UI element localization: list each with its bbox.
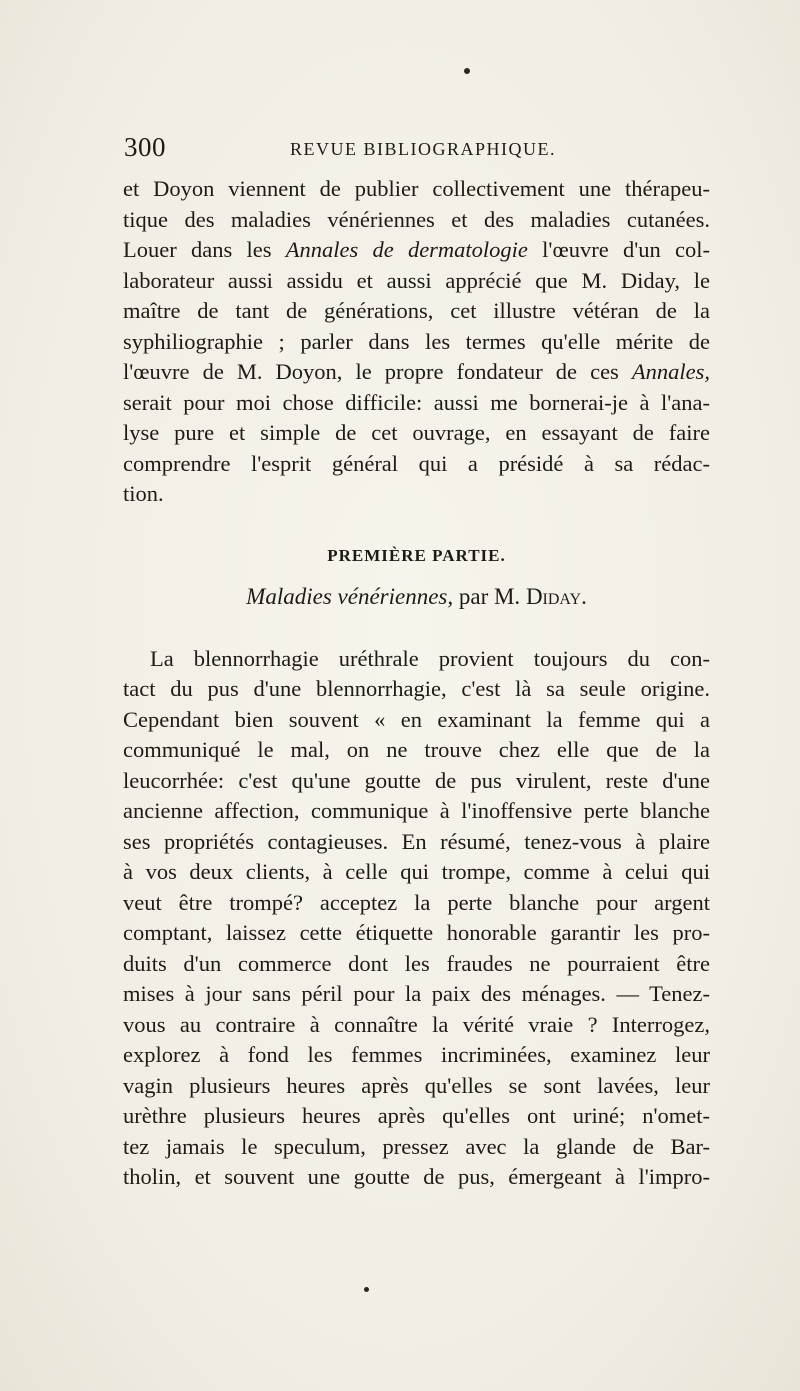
- text-line: ancienne affection, communique à l'inoffensive perte blanche: [123, 798, 710, 823]
- italic-phrase: Annales,: [631, 359, 710, 384]
- subsection-title-rest: par M.: [453, 583, 526, 609]
- page-number: 300: [124, 132, 166, 162]
- text-line: La blennorrhagie uréthrale provient toujours du con-: [150, 645, 710, 671]
- text-line: comptant, laissez cette étiquette honorable garantir les pro-: [123, 920, 710, 945]
- text-line: duits d'un commerce dont les fraudes ne pourraient être: [123, 950, 710, 976]
- text-line: vous au contraire à connaître la vérité vraie ? Interrogez,: [123, 1011, 710, 1037]
- text-line: laborateur aussi assidu et aussi apprécié que M. Diday, le: [123, 267, 710, 293]
- text-line: comprendre l'esprit général qui a présidé à sa rédac-: [123, 450, 710, 476]
- text-line: urèthre plusieurs heures après qu'elles ont uriné; n'omet-: [123, 1103, 710, 1128]
- italic-phrase: Annales de dermatologie: [285, 237, 528, 262]
- text-line: tique des maladies vénériennes et des maladies cutanées.: [123, 206, 710, 232]
- text-line-with-italic: l'œuvre de M. Doyon, le propre fondateur de ces Annales,: [123, 359, 710, 384]
- text-line: lyse pure et simple de cet ouvrage, en essayant de faire: [123, 420, 710, 445]
- text-line: mises à jour sans péril pour la paix des ménages. — Tenez-: [123, 981, 710, 1006]
- text-line: tact du pus d'une blennorrhagie, c'est là sa seule origine.: [123, 676, 710, 701]
- text-line: leucorrhée: c'est qu'une goutte de pus virulent, reste d'une: [123, 767, 710, 793]
- ink-speck: [364, 1287, 369, 1292]
- text-line: maître de tant de générations, cet illustre vétéran de la: [123, 298, 710, 323]
- intro-paragraph: [123, 174, 710, 510]
- ink-speck: [464, 68, 470, 74]
- subsection-title: [123, 584, 710, 610]
- subsection-title-italic: Maladies vénériennes,: [246, 583, 454, 609]
- page-body: [123, 174, 710, 1193]
- text-line: communiqué le mal, on ne trouve chez elle que de la: [123, 737, 710, 762]
- section-title: PREMIÈRE PARTIE.: [327, 545, 506, 565]
- subsection-author: Diday.: [525, 583, 587, 609]
- text-line: tholin, et souvent une goutte de pus, émergeant à l'impro-: [123, 1164, 710, 1189]
- text-line: tez jamais le speculum, pressez avec la glande de Bar-: [123, 1133, 710, 1159]
- running-head: REVUE BIBLIOGRAPHIQUE.: [290, 139, 556, 159]
- text-line: serait pour moi chose difficile: aussi me bornerai-je à l'ana-: [123, 389, 710, 415]
- main-paragraph: [123, 644, 710, 1193]
- text-line: vagin plusieurs heures après qu'elles se sont lavées, leur: [123, 1072, 710, 1098]
- text-line: explorez à fond les femmes incriminées, examinez leur: [123, 1042, 710, 1067]
- text-line: à vos deux clients, à celle qui trompe, comme à celui qui: [123, 859, 710, 884]
- text-line: ses propriétés contagieuses. En résumé, tenez-vous à plaire: [123, 828, 710, 854]
- text-line: veut être trompé? acceptez la perte blanche pour argent: [123, 889, 710, 915]
- text-line: Cependant bien souvent « en examinant la femme qui a: [123, 706, 710, 732]
- text-line: et Doyon viennent de publier collectivement une thérapeu-: [123, 176, 710, 201]
- text-line: syphiliographie ; parler dans les termes qu'elle mérite de: [123, 328, 710, 354]
- text-line-with-italic: Louer dans les Annales de dermatologie l'œuvre d'un col-: [123, 237, 710, 262]
- page-header: [124, 132, 710, 172]
- text-line: tion.: [123, 481, 164, 506]
